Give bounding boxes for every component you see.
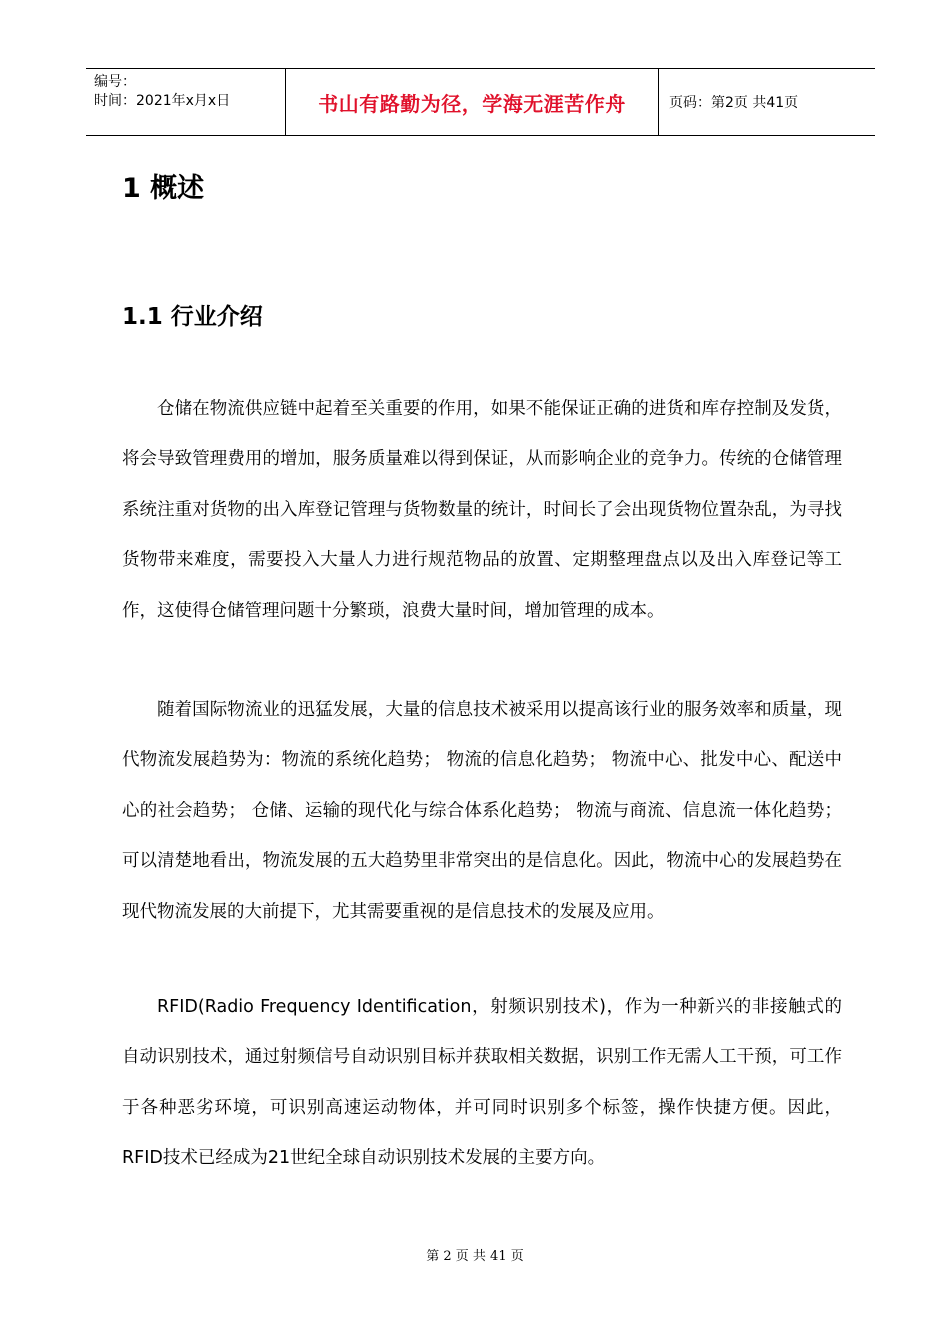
document-time-label: 时间：2021年x月x日	[94, 93, 231, 109]
header-motto-cell	[286, 69, 659, 135]
body-paragraph-3: RFID(Radio Frequency Identification，射频识别技术)，作为一种新兴的非接触式的自动识别技术，通过射频信号自动识别目标并获取相关数据，识别工作无需人工干预，可工作于各种恶劣环境，可识别高速运动物体，并可同时识别多个标签，操作快捷方便。因此， RFID技术已经成为21世纪全球自动识别技术发展的主要方向。	[122, 997, 842, 1169]
document-number-label: 编号：	[94, 74, 136, 90]
header-page-cell	[659, 69, 875, 135]
header-page-info: 页码：第2页 共41页	[669, 95, 799, 111]
page-footer: 第 2 页 共 41 页	[426, 1249, 524, 1264]
section-title: 1.1 行业介绍	[122, 304, 263, 330]
body-paragraph-1: 仓储在物流供应链中起着至关重要的作用，如果不能保证正确的进货和库存控制及发货，将会导致管理费用的增加，服务质量难以得到保证，从而影响企业的竞争力。传统的仓储管理系统注重对货物的出入库登记管理与货物数量的统计，时间长了会出现货物位置杂乱，为寻找货物带来难度，需要投入大量人力进行规范物品的放置、定期整理盘点以及出入库登记等工作，这使得仓储管理问题十分繁琐，浪费大量时间，增加管理的成本。	[122, 399, 842, 621]
body-paragraph-2: 随着国际物流业的迅猛发展，大量的信息技术被采用以提高该行业的服务效率和质量，现代物流发展趋势为：物流的系统化趋势； 物流的信息化趋势； 物流中心、批发中心、配送中心的社会趋势； 仓储、运输的现代化与综合体系化趋势； 物流与商流、信息流一体化趋势；可以清楚地看出，物流发展的五大趋势里非常突出的是信息化。因此，物流中心的发展趋势在现代物流发展的大前提下，尤其需要重视的是信息技术的发展及应用。	[122, 700, 842, 922]
chapter-title: 1 概述	[122, 173, 205, 204]
page-header	[86, 68, 875, 136]
header-motto: 书山有路勤为径，学海无涯苦作舟	[318, 91, 626, 116]
header-meta-cell	[86, 69, 286, 135]
